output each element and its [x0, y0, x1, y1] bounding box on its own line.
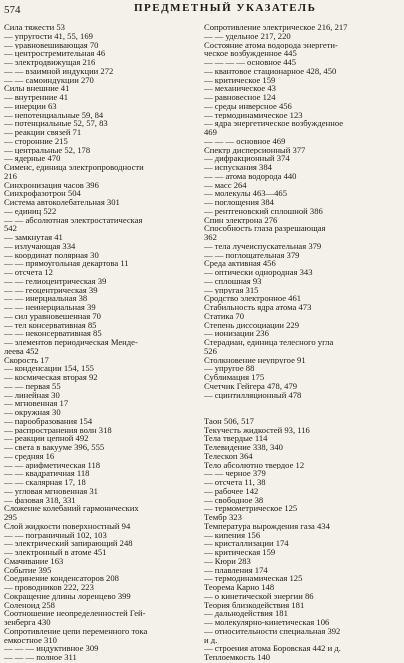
index-entry: — сплошная 93 [204, 276, 262, 286]
index-entry: — критическая 159 [204, 548, 276, 557]
index-entry: — ядра энергетическое возбужденное [204, 119, 344, 128]
index-entry [204, 408, 390, 417]
index-entry: — потенциальные 52, 57, 83 [4, 119, 108, 128]
index-entry: Телескоп 364 [204, 451, 253, 461]
index-entry: Сродство электронное 461 [204, 294, 302, 303]
index-entry: — — первая 55 [4, 381, 61, 391]
index-entry [204, 399, 390, 408]
index-entry: Сила тяжести 53 [4, 23, 65, 32]
index-entry: — механическое 43 [204, 84, 276, 93]
index-entry: — — пограничный 102, 103 [4, 530, 107, 540]
index-entry: Таон 506, 517 [204, 416, 254, 426]
index-entry: ческое возбужденное 445 [204, 49, 297, 58]
index-entry: емкостное 310 [4, 635, 57, 645]
index-entry: — критическое 159 [204, 75, 276, 85]
index-entry: — — гелиоцентрическая 39 [4, 276, 107, 286]
index-entry: — — черное 379 [204, 469, 266, 478]
index-entry: — отсчета 12 [4, 268, 53, 277]
index-entry: Скорость 17 [4, 355, 49, 365]
index-entry: — ядерные 470 [4, 154, 61, 163]
index-column-left [4, 23, 190, 662]
index-entry: 526 [204, 346, 217, 356]
index-entry: — Кюри 283 [204, 556, 251, 566]
index-entry: Силы внешние 41 [4, 84, 70, 93]
index-entry: — термодинамическая 125 [204, 574, 303, 583]
index-entry: — — поглощательная 379 [204, 250, 300, 260]
index-entry: — — самоиндукции 270 [4, 75, 94, 85]
index-entry: Слой жидкости поверхностный 94 [4, 521, 131, 531]
index-entry: — среды инверсное 456 [204, 101, 292, 111]
index-entry: — молекулярно-кинетическая 106 [204, 618, 330, 627]
index-entry: Статика 70 [204, 311, 245, 321]
index-entry: — кипения 156 [204, 530, 261, 540]
index-entry: — поглощения 384 [204, 198, 274, 207]
index-entry: — света в вакууме 396, 555 [4, 443, 105, 452]
index-entry: — центральные 52, 178 [4, 145, 91, 155]
index-entry: Стабильность ядра атома 473 [204, 303, 312, 312]
page-title: ПРЕДМЕТНЫЙ УКАЗАТЕЛЬ [134, 2, 317, 14]
index-entry: — ионизации 236 [204, 329, 269, 338]
index-entry: — сцинтилляционный 478 [204, 390, 302, 400]
index-entry: Смачивание 163 [4, 556, 64, 566]
index-entry: — мгновенная 17 [4, 399, 69, 408]
index-entry: — внутренние 41 [4, 93, 69, 102]
index-entry: — отсчета 11, 38 [204, 478, 266, 487]
index-entry: Сложение колебаний гармонических [4, 504, 139, 513]
index-entry: — космическая вторая 92 [4, 373, 98, 382]
index-entry: Тело абсолютно твердое 12 [204, 460, 305, 470]
index-entry: — единиц 522 [4, 206, 57, 216]
index-entry: Сопротивление цепи переменного тока [4, 626, 148, 636]
index-entry: — — — — основное 445 [204, 58, 297, 67]
index-entry: Теорема Карно 148 [204, 583, 275, 592]
index-entry: Система автоколебательная 301 [4, 198, 120, 207]
index-entry: — плавления 174 [204, 565, 268, 575]
index-entry: Синхронизация часов 396 [4, 180, 99, 190]
index-entry: Теория близкодействия 181 [204, 600, 305, 610]
index-entry: — упругое 88 [204, 364, 255, 373]
index-entry: — — неинерциальная 39 [4, 303, 96, 312]
index-entry: 295 [4, 513, 17, 522]
index-entry: Сокращение длины лоренцево 399 [4, 591, 131, 601]
index-entry: — замкнутая 41 [4, 233, 63, 242]
index-entry: — — квадратичная 118 [4, 469, 90, 478]
index-entry: Способность глаза разрешающая [204, 224, 326, 233]
index-entry: Соотношение неопределенностей Гей- [4, 609, 146, 618]
index-entry: Тела твердые 114 [204, 434, 268, 443]
index-entry: — координат полярная 30 [4, 250, 99, 260]
index-entry: 542 [4, 224, 17, 233]
index-entry: Синхрофазотрон 504 [4, 189, 81, 198]
index-entry: леева 452 [4, 346, 39, 356]
index-entry: — — скалярная 17, 18 [4, 478, 86, 487]
index-entry: — относительности специальная 392 [204, 626, 341, 636]
index-entry: — квантовое стационарное 428, 450 [204, 66, 337, 76]
index-entry: — конденсации 154, 155 [4, 364, 94, 373]
index-entry: — распространения волн 318 [4, 425, 112, 435]
index-entry: — — — основное 469 [204, 136, 286, 146]
index-entry: — свободное 38 [204, 495, 264, 505]
index-entry: и д. [204, 635, 218, 645]
index-entry: — строения атома Боровская 442 и д. [204, 644, 341, 653]
index-entry: — — абсолютная электростатическая [4, 215, 143, 225]
index-entry: — масс 264 [204, 180, 247, 190]
index-entry: Счетчик Гейгера 478, 479 [204, 381, 298, 391]
index-entry: — угловая мгновенная 31 [4, 486, 98, 496]
index-entry: — центростремительная 46 [4, 49, 106, 58]
index-entry: Соленоид 258 [4, 600, 55, 610]
index-entry: Теплоемкость 140 [204, 653, 271, 662]
index-entry: — оптически однородная 343 [204, 268, 313, 277]
index-entry: — кристаллизации 174 [204, 539, 289, 548]
index-entry: — окружная 30 [4, 408, 61, 417]
index-entry: — — удельное 217, 220 [204, 31, 291, 41]
index-entry: Тембр 323 [204, 513, 242, 522]
index-entry: — проводников 222, 223 [4, 583, 94, 592]
index-entry: зенберга 430 [4, 618, 51, 627]
index-entry: Температура вырождения газа 434 [204, 521, 330, 531]
index-entry: Стерадиан, единица телесного угла [204, 338, 334, 347]
index-entry: Сублимация 175 [204, 373, 265, 382]
index-entry: — упругая 315 [204, 285, 259, 295]
index-entry: — элементов периодическая Менде- [4, 338, 138, 347]
index-entry: Спектр дисперсионный 377 [204, 145, 306, 155]
page-header [4, 2, 400, 18]
index-entry: — испускания 384 [204, 163, 272, 172]
index-entry: — тела лучеиспускательная 379 [204, 241, 322, 251]
index-entry: — тел консервативная 85 [4, 320, 97, 330]
index-entry: — — неконсервативная 85 [4, 329, 102, 338]
index-entry: — инерции 63 [4, 101, 57, 111]
index-entry: 469 [204, 128, 217, 137]
index-entry: — средняя 16 [4, 451, 55, 461]
index-entry: — — геоцентрическая 39 [4, 285, 98, 295]
index-entry: — сторонние 215 [4, 136, 68, 146]
index-entry: — рабочее 142 [204, 486, 259, 496]
index-entry: Состояние атома водорода энергети- [204, 40, 338, 50]
index-entry: Соединение конденсаторов 208 [4, 574, 119, 583]
index-entry: — парообразования 154 [4, 416, 93, 426]
index-entry: Степень диссоциации 229 [204, 320, 300, 330]
index-column-right [204, 23, 390, 662]
index-entry: Столкновение неупругое 91 [204, 355, 306, 365]
index-entry: — равновесное 124 [204, 93, 276, 102]
index-entry: — излучающая 334 [4, 241, 76, 251]
index-entry: — — атома водорода 440 [204, 171, 297, 181]
index-entry: — термометрическое 125 [204, 504, 298, 513]
index-entry: — электродвижущая 216 [4, 58, 96, 67]
index-entry: Телевидение 338, 340 [204, 443, 283, 452]
index-entry: — — — полное 311 [4, 653, 77, 662]
index-entry: — реакции связей 71 [4, 128, 82, 137]
index-entry: — — прямоугольная декартова 11 [4, 259, 129, 268]
index-entry: Сопротивление электрическое 216, 217 [204, 23, 348, 32]
index-entry: — рентгеновский сплошной 386 [204, 206, 323, 216]
page-number: 574 [4, 4, 21, 16]
index-entry: — электронный в атоме 451 [4, 548, 107, 557]
index-entry: — электрический запирающий 248 [4, 539, 133, 548]
index-entry: — о кинетической энергии 86 [204, 591, 314, 601]
index-entry: — дальнодействия 181 [204, 609, 288, 618]
index-entry: — упругости 41, 55, 169 [4, 31, 93, 41]
index-entry: 216 [4, 171, 17, 181]
index-entry: Спин электрона 276 [204, 215, 278, 225]
index-entry: — — — индуктивное 309 [4, 644, 99, 653]
index-entry: — линейная 30 [4, 390, 60, 400]
index-entry: Текучесть жидкостей 93, 116 [204, 425, 310, 435]
index-entry: — непотенциальные 59, 84 [4, 110, 104, 120]
index-entry: — фазовая 318, 331 [4, 495, 76, 505]
index-entry: — молекулы 463—465 [204, 189, 288, 198]
index-entry: — дифракционный 374 [204, 154, 290, 163]
index-entry: — сил уравновешенная 70 [4, 311, 101, 321]
index-entry: — — арифметическая 118 [4, 460, 101, 470]
index-entry: 362 [204, 233, 217, 242]
index-entry: — — инерциальная 38 [4, 294, 88, 303]
index-entry: Событие 395 [4, 565, 52, 575]
index-entry: — уравновешивающая 70 [4, 40, 99, 50]
index-entry: — реакции цепной 492 [4, 434, 89, 443]
index-entry: Сименс, единица электропроводности [4, 163, 144, 172]
index-entry: — термодинамическое 123 [204, 110, 303, 120]
index-entry: Среда активная 456 [204, 259, 276, 268]
index-entry: — — взаимной индукции 272 [4, 66, 114, 76]
